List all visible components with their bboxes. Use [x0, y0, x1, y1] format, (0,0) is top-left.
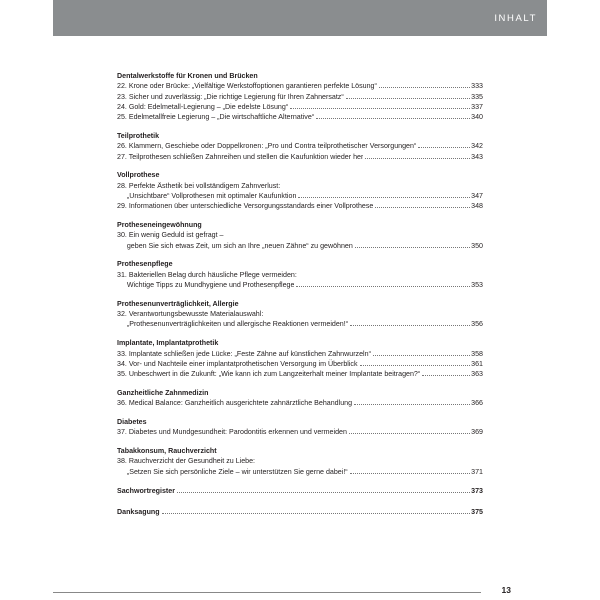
section-title: Prothesenpflege — [117, 260, 173, 269]
entry-page-number: 342 — [471, 142, 483, 151]
entry-page-number: 356 — [471, 320, 483, 329]
toc-section — [117, 299, 483, 330]
toc-entry[interactable] — [117, 280, 483, 290]
dot-leader — [379, 87, 470, 88]
toc-section — [117, 71, 483, 122]
entry-page-number: 335 — [471, 92, 483, 101]
footer-divider — [53, 592, 481, 593]
entry-text: geben Sie sich etwas Zeit, um sich an Ihre „neuen Zähne“ zu gewöhnen — [117, 241, 353, 250]
toc-entry[interactable] — [117, 398, 483, 408]
entry-text: 35. Unbeschwert in die Zukunft: „Wie kann ich zum Langzeiterhalt meiner Implantate beitragen?“ — [117, 370, 421, 379]
page-number: 13 — [501, 585, 511, 595]
entry-text: 26. Klammern, Geschiebe oder Doppelkronen: „Pro und Contra teilprothetischer Versorgungen“ — [117, 142, 417, 151]
entry-text: 24. Gold: Edelmetall-Legierung – „Die edelste Lösung“ — [117, 102, 289, 111]
entry-page-number: 348 — [471, 202, 483, 211]
entry-text: 37. Diabetes und Mundgesundheit: Parodontitis erkennen und vermeiden — [117, 428, 347, 437]
toc-entry[interactable] — [117, 427, 483, 437]
final-entry-label: Danksagung — [117, 507, 160, 516]
final-entry-page-number: 375 — [471, 507, 483, 516]
toc-entry[interactable] — [117, 92, 483, 102]
toc-entry[interactable] — [117, 241, 483, 251]
toc-section — [117, 131, 483, 162]
entry-page-number: 366 — [471, 399, 483, 408]
entry-text: 34. Vor- und Nachteile einer implantatprothetischen Versorgung im Überblick — [117, 359, 358, 368]
entry-text-line: 30. Ein wenig Geduld ist gefragt – — [117, 231, 224, 240]
toc-entry[interactable] — [117, 349, 483, 359]
section-title: Diabetes — [117, 418, 147, 427]
toc-entry[interactable] — [117, 467, 483, 477]
toc-section — [117, 388, 483, 409]
entry-text: „Prothesenunverträglichkeiten und allergische Reaktionen vermeiden!“ — [117, 320, 349, 329]
section-title: Tabakkonsum, Rauchverzicht — [117, 447, 217, 456]
entry-page-number: 337 — [471, 102, 483, 111]
toc-final-entry[interactable] — [117, 486, 483, 496]
toc-section — [117, 259, 483, 290]
toc-entry[interactable] — [117, 201, 483, 211]
dot-leader — [373, 355, 470, 356]
final-entry-page-number: 373 — [471, 486, 483, 495]
dot-leader — [298, 197, 470, 198]
toc-entry[interactable] — [117, 112, 483, 122]
section-title: Teilprothetik — [117, 131, 160, 140]
section-title: Implantate, Implantatprothetik — [117, 339, 219, 348]
entry-text: 33. Implantate schließen jede Lücke: „Feste Zähne auf künstlichen Zahnwurzeln“ — [117, 349, 371, 358]
entry-text: 25. Edelmetallfreie Legierung – „Die wirtschaftliche Alternative“ — [117, 113, 315, 122]
section-title: Prothesenunverträglichkeit, Allergie — [117, 299, 239, 308]
entry-page-number: 369 — [471, 428, 483, 437]
entry-text-line: 38. Rauchverzicht der Gesundheit zu Liebe: — [117, 457, 256, 466]
dot-leader — [350, 325, 470, 326]
toc-section — [117, 170, 483, 211]
toc-entry[interactable] — [117, 319, 483, 329]
entry-text: 22. Krone oder Brücke: „Vielfältige Werkstoffoptionen garantieren perfekte Lösung“ — [117, 82, 377, 91]
dot-leader — [375, 207, 470, 208]
toc-entry[interactable] — [117, 81, 483, 91]
entry-text: „Setzen Sie sich persönliche Ziele – wir unterstützen Sie gerne dabei!“ — [117, 467, 348, 476]
toc-section — [117, 446, 483, 477]
dot-leader — [422, 375, 470, 376]
entry-text-line: 32. Verantwortungsbewusste Materialauswahl: — [117, 310, 264, 319]
dot-leader — [346, 98, 470, 99]
entry-page-number: 363 — [471, 370, 483, 379]
entry-text: „Unsichtbare“ Vollprothesen mit optimaler Kaufunktion — [117, 191, 297, 200]
entry-text-line: 28. Perfekte Ästhetik bei vollständigem Zahnverlust: — [117, 181, 281, 190]
final-entry-label: Sachwortregister — [117, 486, 175, 495]
entry-page-number: 353 — [471, 281, 483, 290]
toc-section — [117, 417, 483, 438]
entry-page-number: 343 — [471, 152, 483, 161]
toc-entry[interactable] — [117, 359, 483, 369]
dot-leader — [316, 118, 470, 119]
entry-text: Wichtige Tipps zu Mundhygiene und Prothesenpflege — [117, 281, 295, 290]
toc-entry[interactable] — [117, 369, 483, 379]
entry-page-number: 361 — [471, 359, 483, 368]
dot-leader — [418, 147, 470, 148]
dot-leader — [177, 492, 470, 493]
entry-page-number: 358 — [471, 349, 483, 358]
dot-leader — [290, 108, 470, 109]
dot-leader — [365, 158, 470, 159]
toc-entry[interactable] — [117, 141, 483, 151]
dot-leader — [349, 433, 470, 434]
header-label: INHALT — [494, 13, 537, 24]
entry-text: 29. Informationen über unterschiedliche Versorgungsstandards einer Vollprothese — [117, 202, 374, 211]
section-title: Ganzheitliche Zahnmedizin — [117, 388, 209, 397]
toc-entry[interactable] — [117, 102, 483, 112]
table-of-contents — [117, 71, 483, 528]
dot-leader — [296, 286, 470, 287]
entry-page-number: 347 — [471, 191, 483, 200]
section-title: Vollprothese — [117, 171, 160, 180]
toc-final-entry[interactable] — [117, 507, 483, 517]
dot-leader — [162, 513, 470, 514]
dot-leader — [355, 247, 470, 248]
toc-section — [117, 220, 483, 251]
header-bar — [53, 0, 547, 36]
dot-leader — [354, 404, 470, 405]
toc-entry[interactable] — [117, 191, 483, 201]
entry-page-number: 333 — [471, 82, 483, 91]
toc-entry[interactable] — [117, 152, 483, 162]
section-title: Dentalwerkstoffe für Kronen und Brücken — [117, 72, 258, 80]
entry-text-line: 31. Bakteriellen Belag durch häusliche Pflege vermeiden: — [117, 270, 297, 279]
entry-text: 27. Teilprothesen schließen Zahnreihen und stellen die Kaufunktion wieder her — [117, 152, 364, 161]
entry-page-number: 340 — [471, 113, 483, 122]
section-title: Protheseneingewöhnung — [117, 221, 202, 230]
dot-leader — [360, 365, 470, 366]
entry-page-number: 371 — [471, 467, 483, 476]
entry-text: 23. Sicher und zuverlässig: „Die richtige Legierung für Ihren Zahnersatz“ — [117, 92, 344, 101]
toc-section — [117, 338, 483, 379]
entry-page-number: 350 — [471, 241, 483, 250]
entry-text: 36. Medical Balance: Ganzheitlich ausgerichtete zahnärztliche Behandlung — [117, 399, 353, 408]
dot-leader — [350, 473, 470, 474]
